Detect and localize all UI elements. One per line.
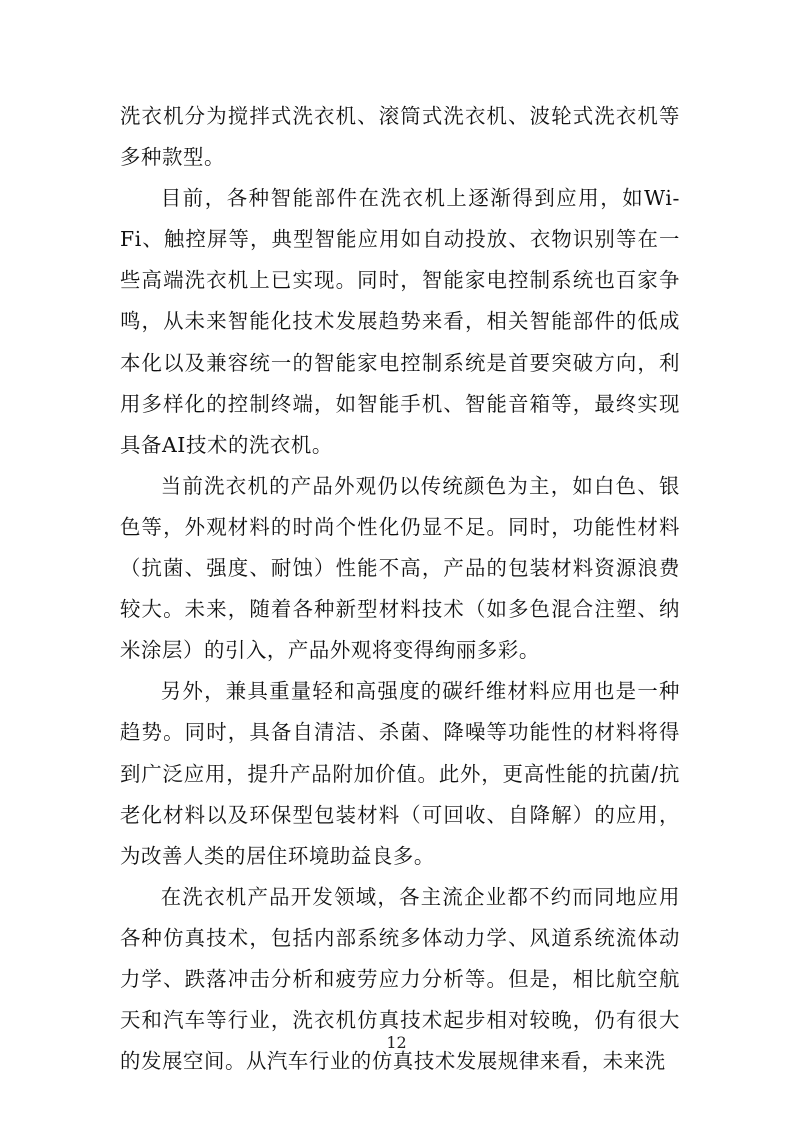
page-number: 12: [386, 1033, 407, 1052]
paragraph-smart-components: 目前，各种智能部件在洗衣机上逐渐得到应用，如Wi-Fi、触控屏等，典型智能应用如自动投放、衣物识别等在一些高端洗衣机上已实现。同时，智能家电控制系统也百家争鸣，从未来智能化技术发展趋势来看，相关智能部件的低成本化以及兼容统一的智能家电控制系统是首要突破方向，利用多样化的控制终端，如智能手机、智能音箱等，最终实现具备AI技术的洗衣机。: [120, 186, 680, 457]
body-text: [120, 96, 680, 1082]
paragraph-simulation: 在洗衣机产品开发领域，各主流企业都不约而同地应用各种仿真技术，包括内部系统多体动力学、风道系统流体动力学、跌落冲击分析和疲劳应力分析等。但是，相比航空航天和汽车等行业，洗衣机仿真技术起步相对较晚，仍有很大的发展空间。从汽车行业的仿真技术发展规律来看，未来洗: [120, 884, 680, 1074]
paragraph-washer-types: 洗衣机分为搅拌式洗衣机、滚筒式洗衣机、波轮式洗衣机等多种款型。: [120, 104, 680, 170]
paragraph-carbon-fiber: 另外，兼具重量轻和高强度的碳纤维材料应用也是一种趋势。同时，具备自清洁、杀菌、降噪等功能性的材料将得到广泛应用，提升产品附加价值。此外，更高性能的抗菌/抗老化材料以及环保型包装材料（可回收、自降解）的应用，为改善人类的居住环境助益良多。: [120, 679, 680, 868]
paragraph-appearance-materials: 当前洗衣机的产品外观仍以传统颜色为主，如白色、银色等，外观材料的时尚个性化仍显不足。同时，功能性材料（抗菌、强度、耐蚀）性能不高，产品的包装材料资源浪费较大。未来，随着各种新型材料技术（如多色混合注塑、纳米涂层）的引入，产品外观将变得绚丽多彩。: [120, 473, 680, 663]
